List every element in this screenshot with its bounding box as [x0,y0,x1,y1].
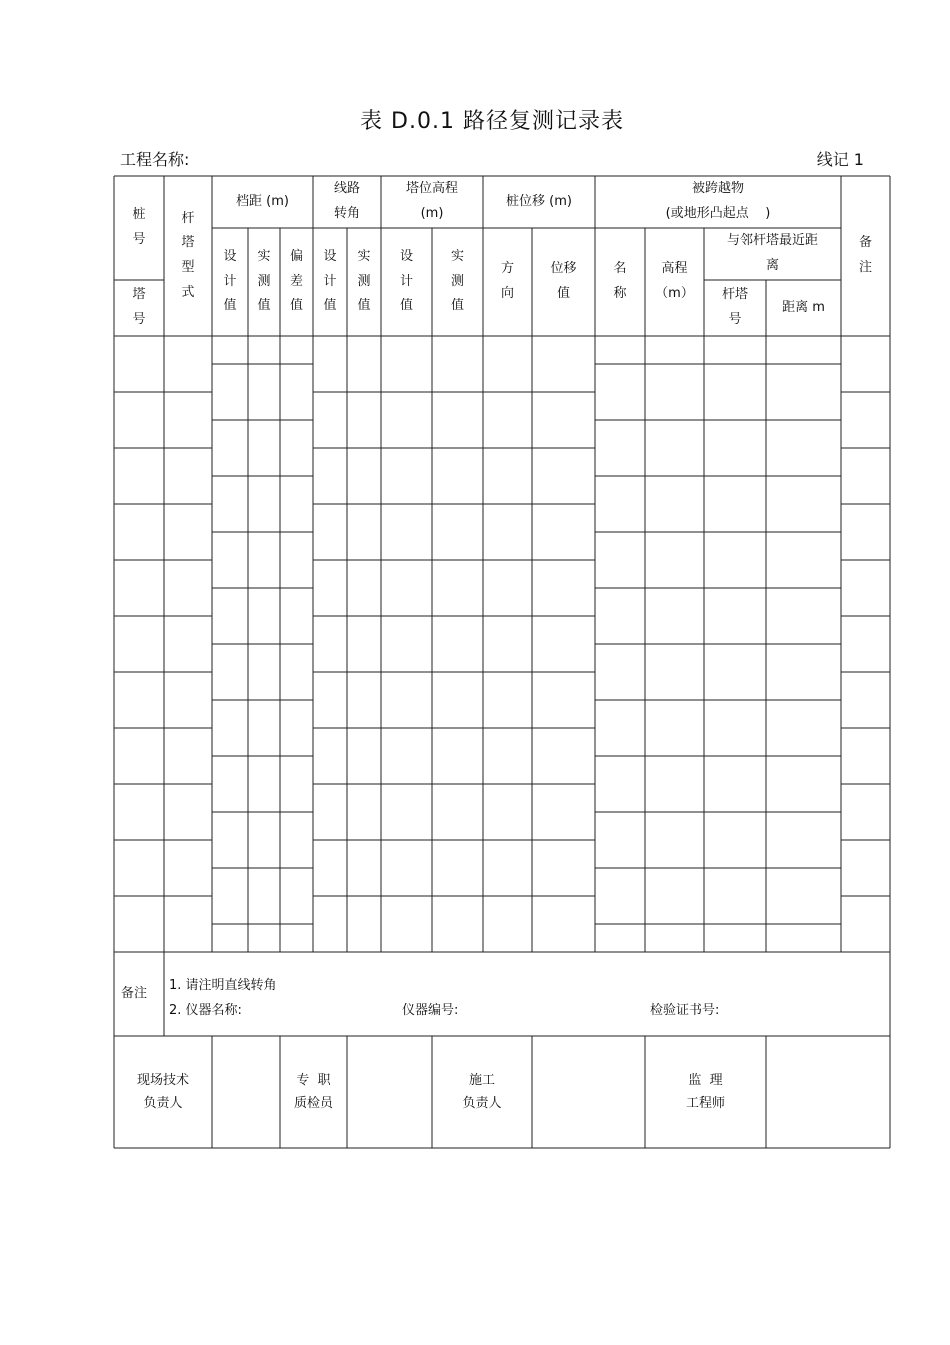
instrument-number-label: 仪器编号: [402,1003,459,1018]
header-tower-no: 塔 号 [132,287,146,327]
header-turn-angle: 线路 转角 [333,181,360,221]
line-record-label: 线记 1 [816,150,864,169]
sign-quality-inspector: 专 职 质检员 [293,1072,333,1111]
header-tower-elevation: 塔位高程 (m) [405,181,458,221]
header-angle-measured: 实 测 值 [357,248,371,314]
footer-remarks-label: 备注 [120,985,147,1001]
header-crossed-elevation: 高程 （m） [655,261,694,301]
sign-supervising-engineer: 监 理 工程师 [685,1072,725,1111]
project-name-label: 工程名称: [120,150,190,169]
header-span-deviation: 偏 差 值 [289,248,303,314]
header-elev-measured: 实 测 值 [450,248,464,314]
header-pile-shift: 桩位移 (m) [506,193,572,209]
certificate-number-label: 检验证书号: [650,1003,720,1018]
sign-construction-lead: 施工 负责人 [462,1072,502,1111]
header-elev-design: 设 计 值 [399,248,413,314]
header-shift-value: 位移 值 [550,261,577,301]
header-pile-no: 桩 号 [132,207,146,247]
header-nearest-dist-m: 距离 m [782,299,825,315]
header-crossed-name: 名 称 [613,261,627,301]
header-crossed-object: 被跨越物 (或地形凸起点 ) [665,181,771,221]
header-nearest-distance: 与邻杆塔最近距 离 [726,233,818,273]
header-span: 档距 (m) [236,193,289,209]
header-span-design: 设 计 值 [223,248,237,314]
footer-note-2: 2. 仪器名称: [169,1003,242,1018]
header-tower-type: 杆 塔 型 式 [181,210,195,300]
header-span-measured: 实 测 值 [257,248,271,314]
header-angle-design: 设 计 值 [323,248,337,314]
footer-note-1: 1. 请注明直线转角 [169,978,277,993]
header-nearest-tower-no: 杆塔 号 [721,287,748,327]
sign-site-technical-lead: 现场技术 负责人 [136,1072,189,1111]
header-shift-direction: 方 向 [500,261,514,301]
header-remarks: 备 注 [858,235,872,275]
document-title: 表 D.0.1 路径复测记录表 [360,109,624,134]
